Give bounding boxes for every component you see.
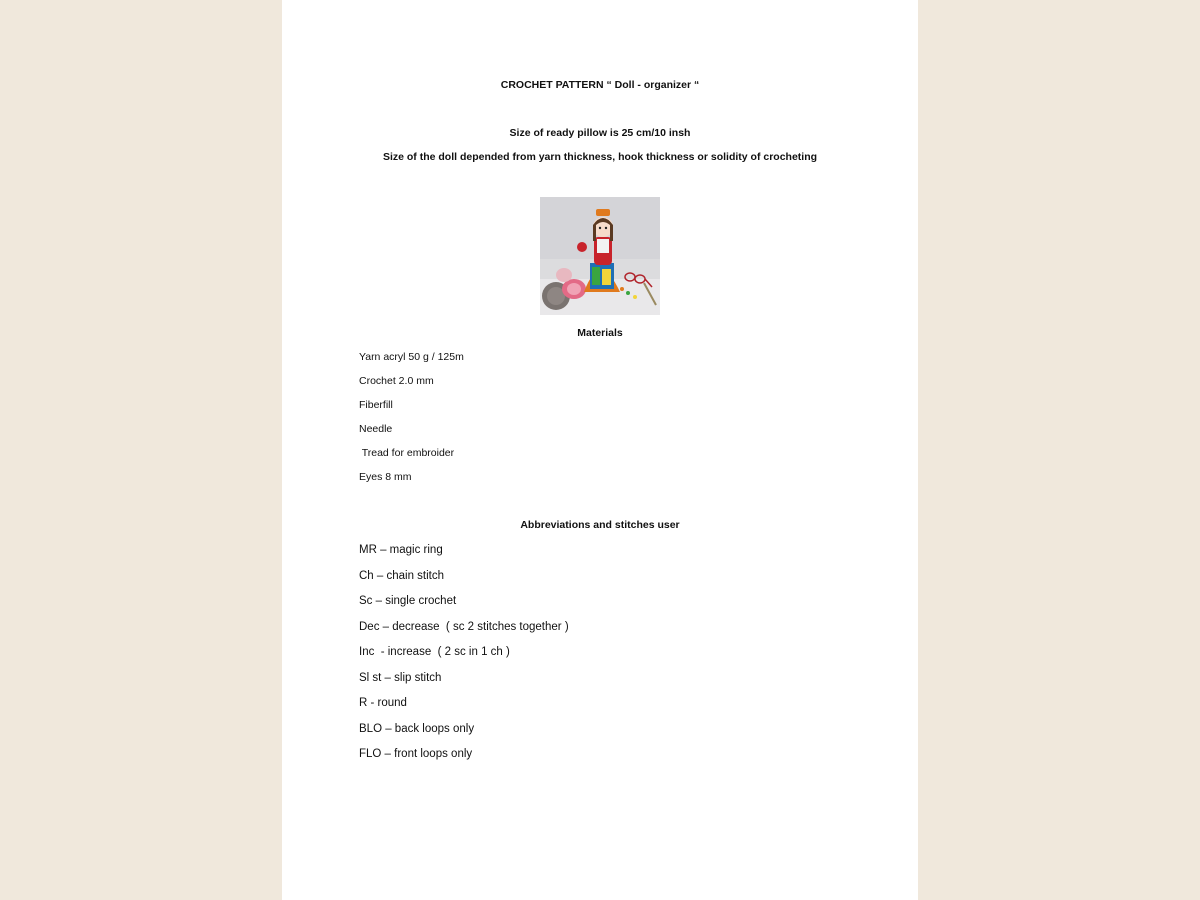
abbreviations-list xyxy=(359,543,569,773)
list-item: Ch – chain stitch xyxy=(359,569,445,582)
list-item: FLO – front loops only xyxy=(359,748,473,760)
list-item: Eyes 8 mm xyxy=(359,471,412,483)
list-item: BLO – back loops only xyxy=(359,722,475,735)
list-item: Dec – decrease ( sc 2 stitches together ) xyxy=(359,620,569,633)
list-item: Yarn acryl 50 g / 125m xyxy=(359,351,464,363)
list-item: Sl st – slip stitch xyxy=(359,671,442,684)
doll-size-note: Size of the doll depended from yarn thickness, hook thickness or solidity of crocheting xyxy=(382,151,818,163)
materials-list xyxy=(359,350,464,494)
list-item: R - round xyxy=(359,697,407,709)
abbreviations-heading: Abbreviations and stitches user xyxy=(520,519,680,531)
document-page xyxy=(282,0,918,900)
list-item: Needle xyxy=(359,423,393,435)
list-item: Crochet 2.0 mm xyxy=(359,375,434,387)
document-title: CROCHET PATTERN “ Doll - organizer “ xyxy=(500,79,700,91)
list-item: Inc - increase ( 2 sc in 1 ch ) xyxy=(359,646,510,658)
doll-photo-illustration xyxy=(540,197,660,315)
doll-photo xyxy=(540,197,660,315)
list-item: Tread for embroider xyxy=(359,447,455,459)
list-item: Fiberfill xyxy=(359,399,393,411)
list-item: MR – magic ring xyxy=(359,544,443,556)
list-item: Sc – single crochet xyxy=(359,595,457,607)
materials-heading: Materials xyxy=(577,327,623,339)
pillow-size-text: Size of ready pillow is 25 cm/10 insh xyxy=(509,127,691,139)
